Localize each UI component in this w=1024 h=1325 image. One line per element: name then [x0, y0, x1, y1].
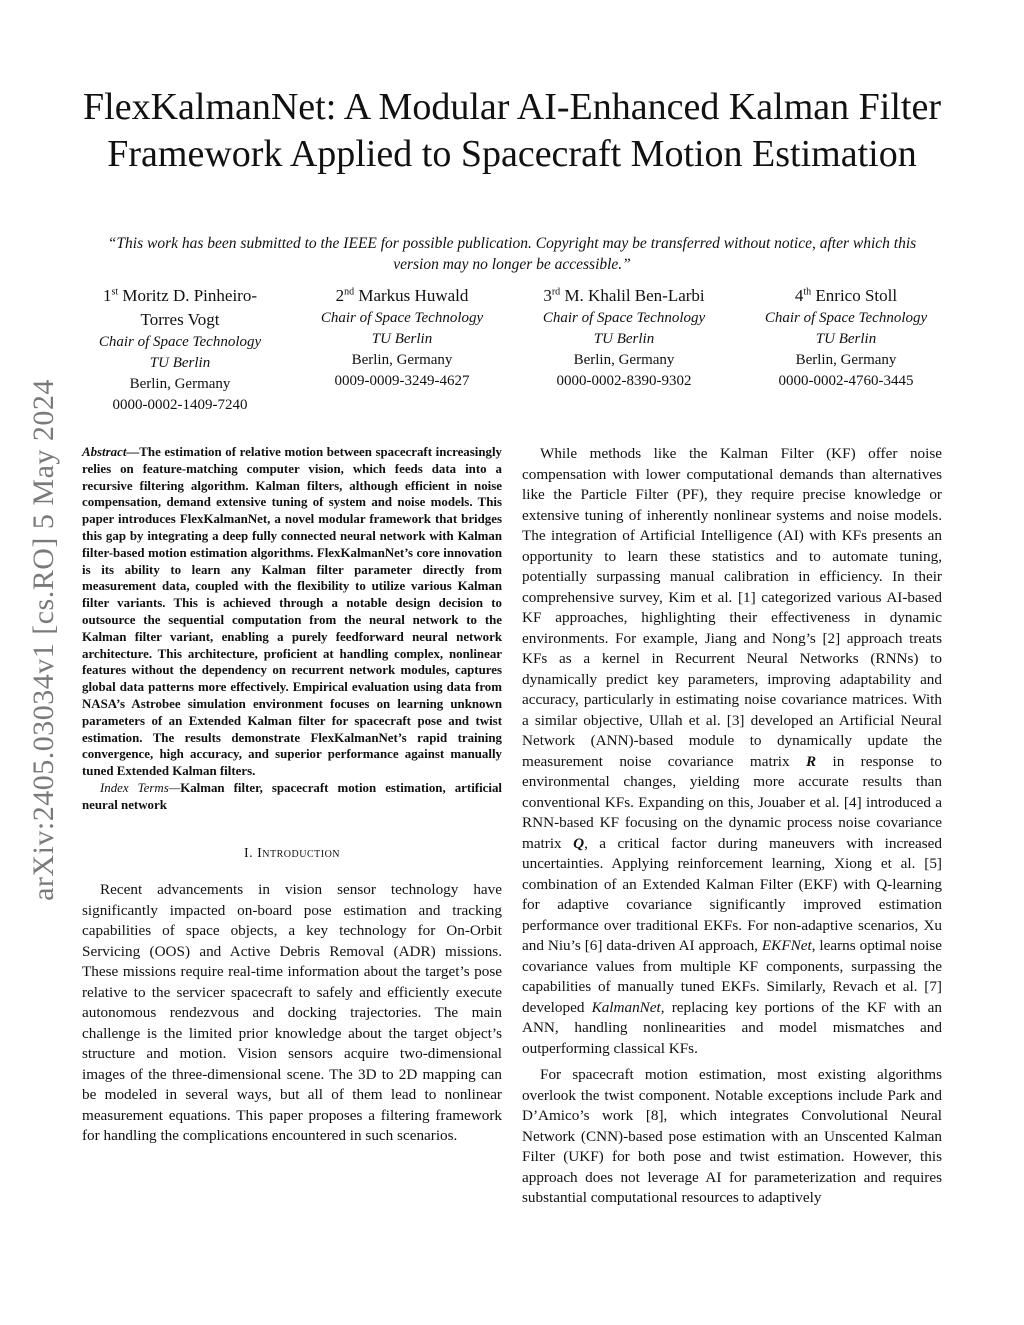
author-orcid: 0000-0002-1409-7240	[112, 397, 248, 413]
author-name	[304, 284, 500, 308]
paragraph-text: in response to environmental changes, yielding more accurate results than conventional KFs. Expanding on this, Jouaber et al. [4] introduced a RNN-based KF focusing on the dynamic process noise covariance matrix	[522, 752, 942, 852]
author-organization: TU Berlin	[371, 331, 433, 347]
author-ordinal-suffix: st	[111, 286, 119, 298]
author-name-text: Enrico Stoll	[815, 286, 898, 305]
author-ordinal-suffix: rd	[551, 286, 561, 298]
index-terms-label: Index Terms—	[100, 780, 181, 795]
author-orcid: 0000-0002-4760-3445	[778, 373, 914, 389]
left-column	[82, 444, 502, 1147]
abstract-text: The estimation of relative motion between spacecraft increasingly relies on feature-matching computer vision, which feeds data into a recursive filtering algorithm. Kalman filters, although efficient in noise compensation, demand extensive tuning of system and noise models. This paper introduces FlexKalmanNet, a novel modular framework that bridges this gap by integrating a deep fully connected neural network with Kalman filter-based motion estimation algorithms. FlexKalmanNet’s core innovation is its ability to learn any Kalman filter parameter directly from measurement data, coupled with the flexibility to utilize various Kalman filter variants. This is achieved through a notable design decision to outsource the sequential computation from the neural network to the Kalman filter variant, enabling a purely feedforward neural network architecture. This architecture, proficient at handling complex, nonlinear features without the dependency on recurrent network modules, captures global data patterns more effectively. Empirical evaluation using data from NASA’s Astrobee simulation environment focuses on learning unknown parameters of an Extended Kalman filter for spacecraft pose and twist estimation. The results demonstrate FlexKalmanNet’s rapid training convergence, high accuracy, and superior performance against manually tuned Extended Kalman filters.	[82, 445, 502, 779]
author-location: Berlin, Germany	[351, 352, 453, 368]
author-2	[304, 284, 500, 416]
author-name-text: Moritz D. Pinheiro-Torres Vogt	[122, 286, 257, 329]
abstract	[82, 444, 502, 780]
paragraph-text: While methods like the Kalman Filter (KF) offer noise compensation with lower computational demands than alternatives like the Particle Filter (PF), they require precise knowledge or extensive tuning of inherently nonlinear systems and noise models. The integration of Artificial Intelligence (AI) with KFs presents an opportunity to learn these statistics and to automate tuning, potentially surpassing manual calibration in efficiency. In their comprehensive survey, Kim et al. [1] categorized various AI-based KF approaches, highlighting their effectiveness in dynamic environments. For example, Jiang and Nong’s [2] approach treats KFs as a kernel in Recurrent Neural Networks (RNNs) to dynamically predict key parameters, improving adaptability and accuracy, particularly in estimating noise covariance matrices. With a similar objective, Ullah et al. [3] developed an Artificial Neural Network (ANN)-based module to dynamically update the measurement noise covariance matrix	[522, 445, 942, 770]
intro-paragraph-2	[522, 444, 942, 1059]
author-ordinal: 2	[335, 286, 345, 305]
author-organization: TU Berlin	[149, 355, 211, 371]
author-location: Berlin, Germany	[573, 352, 675, 368]
author-organization: TU Berlin	[593, 331, 655, 347]
author-department: Chair of Space Technology	[764, 310, 928, 326]
author-organization: TU Berlin	[815, 331, 877, 347]
author-ordinal: 1	[103, 286, 112, 305]
index-terms	[82, 780, 502, 814]
right-column	[522, 444, 942, 1209]
author-4	[748, 284, 944, 416]
author-orcid: 0009-0009-3249-4627	[334, 373, 470, 389]
arxiv-identifier-stamp: arXiv:2405.03034v1 [cs.RO] 5 May 2024	[27, 379, 60, 901]
copyright-note: “This work has been submitted to the IEEE for possible publication. Copyright may be transferred without notice, after which this version may no longer be accessible.”	[107, 235, 917, 273]
intro-paragraph-3: For spacecraft motion estimation, most existing algorithms overlook the twist component. Notable exceptions include Park and D’Amico’s work [8], which integrates Convolutional Neural Network (CNN)-based pose estimation with an Unscented Kalman Filter (UKF) for both pose and twist estimation. However, this approach does not leverage AI for parameterization and requires substantial computational resources to adaptively	[522, 1066, 942, 1206]
section-heading-introduction: I. Introduction	[243, 845, 341, 861]
author-location: Berlin, Germany	[129, 376, 231, 392]
method-name-kalmannet: KalmanNet	[591, 998, 661, 1016]
paragraph-text: , learns optimal noise covariance values from multiple KF components, surpassing the capabilities of manually tuned EKFs. Similarly, Revach et al. [7] developed	[522, 937, 942, 1016]
math-symbol-q: Q	[573, 834, 585, 852]
author-ordinal-suffix: nd	[344, 286, 355, 298]
author-name-text: M. Khalil Ben-Larbi	[564, 286, 705, 305]
paper-title: FlexKalmanNet: A Modular AI-Enhanced Kalman Filter Framework Applied to Spacecraft Motion Estimation	[83, 86, 941, 175]
author-name	[526, 284, 722, 308]
author-1	[82, 284, 278, 416]
intro-paragraph-1: Recent advancements in vision sensor technology have significantly impacted on-board pose estimation and tracking capabilities of space objects, a key technology for On-Orbit Servicing (OOS) and Active Debris Removal (ADR) missions. These missions require real-time information about the target’s pose relative to the servicer spacecraft to safely and efficiently execute autonomous rendezvous and docking trajectories. The main challenge is the limited prior knowledge about the target object’s structure and motion. Vision sensors acquire two-dimensional images of the three-dimensional scene. The 3D to 2D mapping can be modeled in several ways, but all of them lead to nonlinear measurement equations. This paper proposes a filtering framework for handling the complications encountered in such scenarios.	[82, 881, 502, 1145]
author-name	[82, 284, 278, 332]
abstract-label: Abstract—	[82, 445, 140, 459]
author-ordinal: 4	[794, 286, 804, 305]
index-terms-text: Kalman filter, spacecraft motion estimation, artificial neural network	[82, 780, 502, 812]
math-symbol-r: R	[805, 752, 817, 770]
author-ordinal-suffix: th	[803, 286, 812, 298]
author-department: Chair of Space Technology	[320, 310, 484, 326]
author-department: Chair of Space Technology	[542, 310, 706, 326]
author-block	[82, 284, 944, 416]
author-name-text: Markus Huwald	[358, 286, 469, 305]
author-orcid: 0000-0002-8390-9302	[556, 373, 692, 389]
author-3	[526, 284, 722, 416]
author-name	[748, 284, 944, 308]
author-department: Chair of Space Technology	[98, 334, 262, 350]
author-location: Berlin, Germany	[795, 352, 897, 368]
paragraph-text: , replacing key portions of the KF with an ANN, handling nonlinearities and model mismatches and outperforming classical KFs.	[522, 998, 942, 1057]
paragraph-text: , a critical factor during maneuvers with increased uncertainties. Applying reinforcement learning, Xiong et al. [5] combination of an Extended Kalman Filter (EKF) with Q-learning for adaptive covariance significantly improved estimation performance over traditional EKFs. For non-adaptive scenarios, Xu and Niu’s [6] data-driven AI approach,	[522, 834, 942, 954]
author-ordinal: 3	[543, 286, 552, 305]
method-name-ekfnet: EKFNet	[761, 937, 812, 954]
